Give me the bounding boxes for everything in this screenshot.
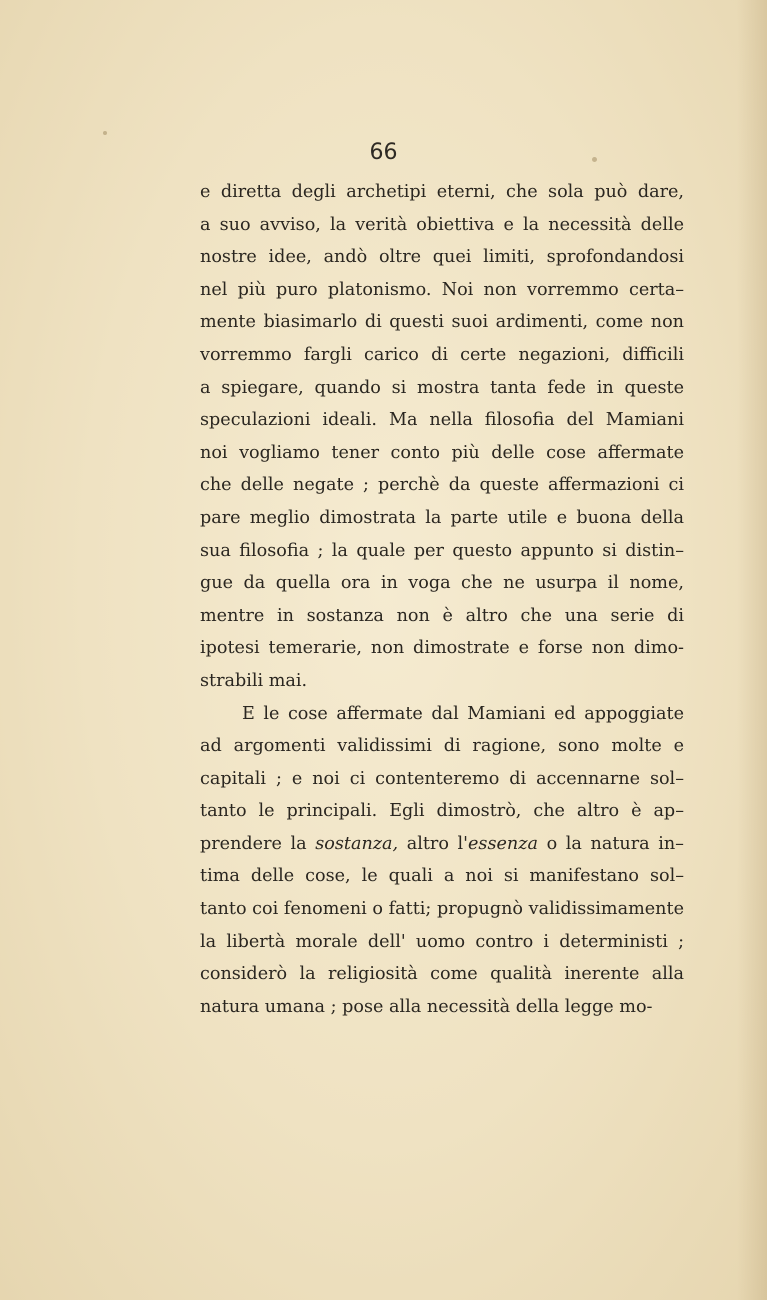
text-line: tanto coi fenomeni o fatti; propugnò validissimamente (200, 899, 684, 920)
text-line: mente biasimarlo di questi suoi ardimenti, come non (200, 312, 684, 333)
text-line: natura umana ; pose alla necessità della legge mo- (200, 996, 653, 1017)
text-line: gue da quella ora in voga che ne usurpa il nome, (200, 573, 684, 594)
text-line: e diretta degli archetipi eterni, che sola può dare, (200, 182, 684, 202)
text-line: nostre idee, andò oltre quei limiti, sprofondandosi (200, 247, 684, 268)
body-text (200, 176, 684, 1023)
text-line: ipotesi temerarie, non dimostrate e forse non dimo- (200, 638, 684, 659)
text-line: tanto le principali. Egli dimostrò, che altro è ap– (200, 801, 684, 822)
text-line: E le cose affermate dal Mamiani ed appoggiate (242, 703, 684, 724)
paper-spot (103, 131, 107, 135)
text-line: ad argomenti validissimi di ragione, sono molte e (200, 736, 684, 757)
text-line: a spiegare, quando si mostra tanta fede in queste (200, 377, 684, 398)
text-line: considerò la religiosità come qualità inerente alla (200, 964, 684, 985)
text-line: la libertà morale dell' uomo contro i deterministi ; (200, 931, 684, 952)
text-line: vorremmo fargli carico di certe negazioni, difficili (200, 344, 684, 365)
text-line: che delle negate ; perchè da queste affermazioni ci (200, 475, 684, 496)
text-line: capitali ; e noi ci contenteremo di accennarne sol– (200, 768, 684, 789)
text-line: tima delle cose, le quali a noi si manifestano sol– (200, 866, 684, 887)
paragraph (200, 698, 684, 1024)
text-line: speculazioni ideali. Ma nella filosofia del Mamiani (200, 410, 684, 431)
page-edge-shadow (737, 0, 767, 1300)
text-line: noi vogliamo tener conto più delle cose affermate (200, 442, 684, 463)
text-line: prendere la sostanza, altro l'essenza o la natura in– (200, 833, 684, 854)
text-line: a suo avviso, la verità obiettiva e la necessità delle (200, 214, 684, 235)
paragraph (200, 176, 684, 698)
page-number: 66 (369, 140, 398, 165)
text-line: pare meglio dimostrata la parte utile e buona della (200, 507, 684, 528)
text-line: sua filosofia ; la quale per questo appunto si distin– (200, 540, 684, 561)
text-line: nel più puro platonismo. Noi non vorremmo certa– (200, 279, 684, 300)
text-line: mentre in sostanza non è altro che una serie di (200, 605, 684, 626)
text-line: strabili mai. (200, 670, 308, 691)
